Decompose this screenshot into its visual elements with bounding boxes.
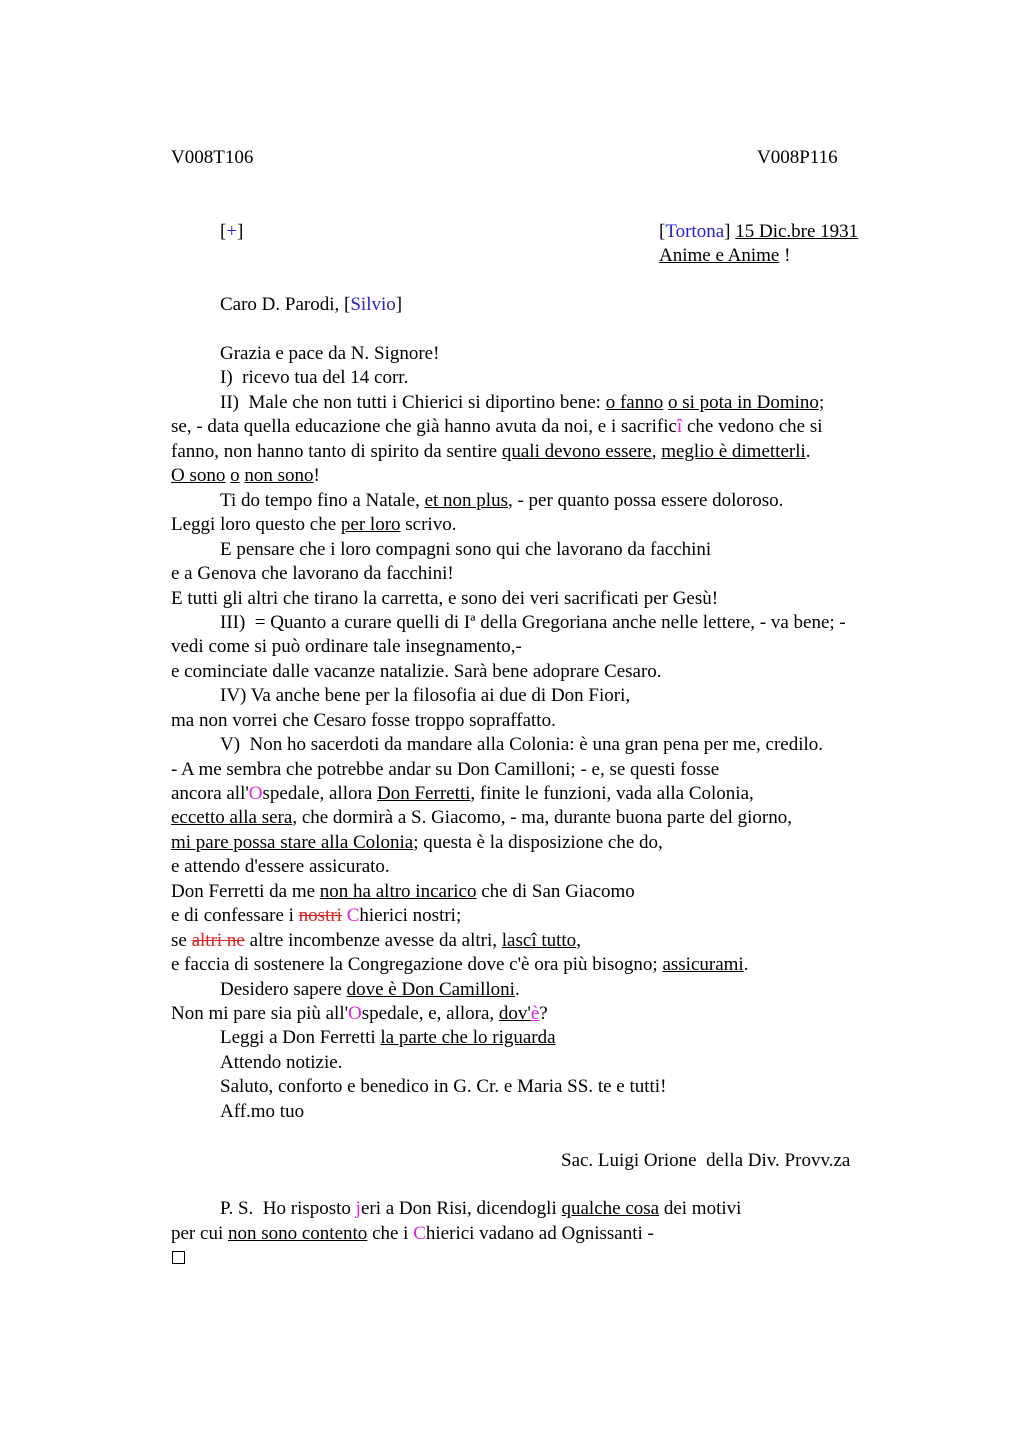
body-line: Non mi pare sia più all'Ospedale, e, allora, dov'è? [171, 1003, 548, 1024]
body-line: Ti do tempo fino a Natale, et non plus, - per quanto possa essere doloroso. [220, 490, 784, 511]
ps-line: P. S. Ho risposto jeri a Don Risi, dicendogli qualche cosa dei motivi [220, 1198, 742, 1219]
body-line: vedi come si può ordinare tale insegnamento,- [171, 636, 522, 657]
body-line: E pensare che i loro compagni sono qui che lavorano da facchini [220, 539, 712, 560]
body-line: e di confessare i nostri Chierici nostri; [171, 905, 462, 926]
body-line: e faccia di sostenere la Congregazione dove c'è ora più bisogno; assicurami. [171, 954, 749, 975]
body-line: Don Ferretti da me non ha altro incarico che di San Giacomo [171, 881, 635, 902]
body-line: se altri ne altre incombenze avesse da altri, lascî tutto, [171, 930, 581, 951]
body-line: Desidero sapere dove è Don Camilloni. [220, 979, 520, 1000]
ps-line: per cui non sono contento che i Chierici vadano ad Ognissanti - [171, 1223, 654, 1244]
body-line: fanno, non hanno tanto di spirito da sentire quali devono essere, meglio è dimetterli. [171, 441, 811, 462]
body-line: Saluto, conforto e benedico in G. Cr. e Maria SS. te e tutti! [220, 1076, 667, 1097]
body-line: Attendo notizie. [220, 1052, 343, 1073]
body-line: e cominciate dalle vacanze natalizie. Sarà bene adoprare Cesaro. [171, 661, 662, 682]
body-line: Aff.mo tuo [220, 1101, 305, 1122]
body-line: ma non vorrei che Cesaro fosse troppo sopraffatto. [171, 710, 556, 731]
body-line: III) = Quanto a curare quelli di Iª della Gregoriana anche nelle lettere, - va bene; - [220, 612, 846, 633]
left-code: V008T106 [171, 147, 254, 168]
right-code: V008P116 [757, 147, 838, 168]
place-date: [Tortona] 15 Dic.bre 1931 [659, 221, 859, 242]
body-line: E tutti gli altri che tirano la carretta, e sono dei veri sacrificati per Gesù! [171, 588, 719, 609]
body-line: eccetto alla sera, che dormirà a S. Giacomo, - ma, durante buona parte del giorno, [171, 807, 792, 828]
body-line: V) Non ho sacerdoti da mandare alla Colonia: è una gran pena per me, credilo. [220, 734, 824, 755]
cross-mark: [+] [220, 221, 244, 242]
motto: Anime e Anime ! [659, 245, 791, 266]
body-line: ancora all'Ospedale, allora Don Ferretti, finite le funzioni, vada alla Colonia, [171, 783, 754, 804]
body-line: - A me sembra che potrebbe andar su Don Camilloni; - e, se questi fosse [171, 759, 720, 780]
body-line: I) ricevo tua del 14 corr. [220, 367, 409, 388]
end-box-icon [172, 1251, 185, 1264]
body-line: O sono o non sono! [171, 465, 320, 486]
body-line: II) Male che non tutti i Chierici si diportino bene: o fanno o si pota in Domino; [220, 392, 825, 413]
body-line: Grazia e pace da N. Signore! [220, 343, 440, 364]
salutation: Caro D. Parodi, [Silvio] [220, 294, 403, 315]
body-line: se, - data quella educazione che già hanno avuta da noi, e i sacrificî che vedono che si [171, 416, 823, 437]
body-line: mi pare possa stare alla Colonia; questa è la disposizione che do, [171, 832, 663, 853]
body-line: e a Genova che lavorano da facchini! [171, 563, 454, 584]
body-line: Leggi a Don Ferretti la parte che lo riguarda [220, 1027, 556, 1048]
body-line: Leggi loro questo che per loro scrivo. [171, 514, 457, 535]
signature: Sac. Luigi Orione della Div. Provv.za [561, 1150, 851, 1171]
body-line: e attendo d'essere assicurato. [171, 856, 390, 877]
body-line: IV) Va anche bene per la filosofia ai due di Don Fiori, [220, 685, 631, 706]
